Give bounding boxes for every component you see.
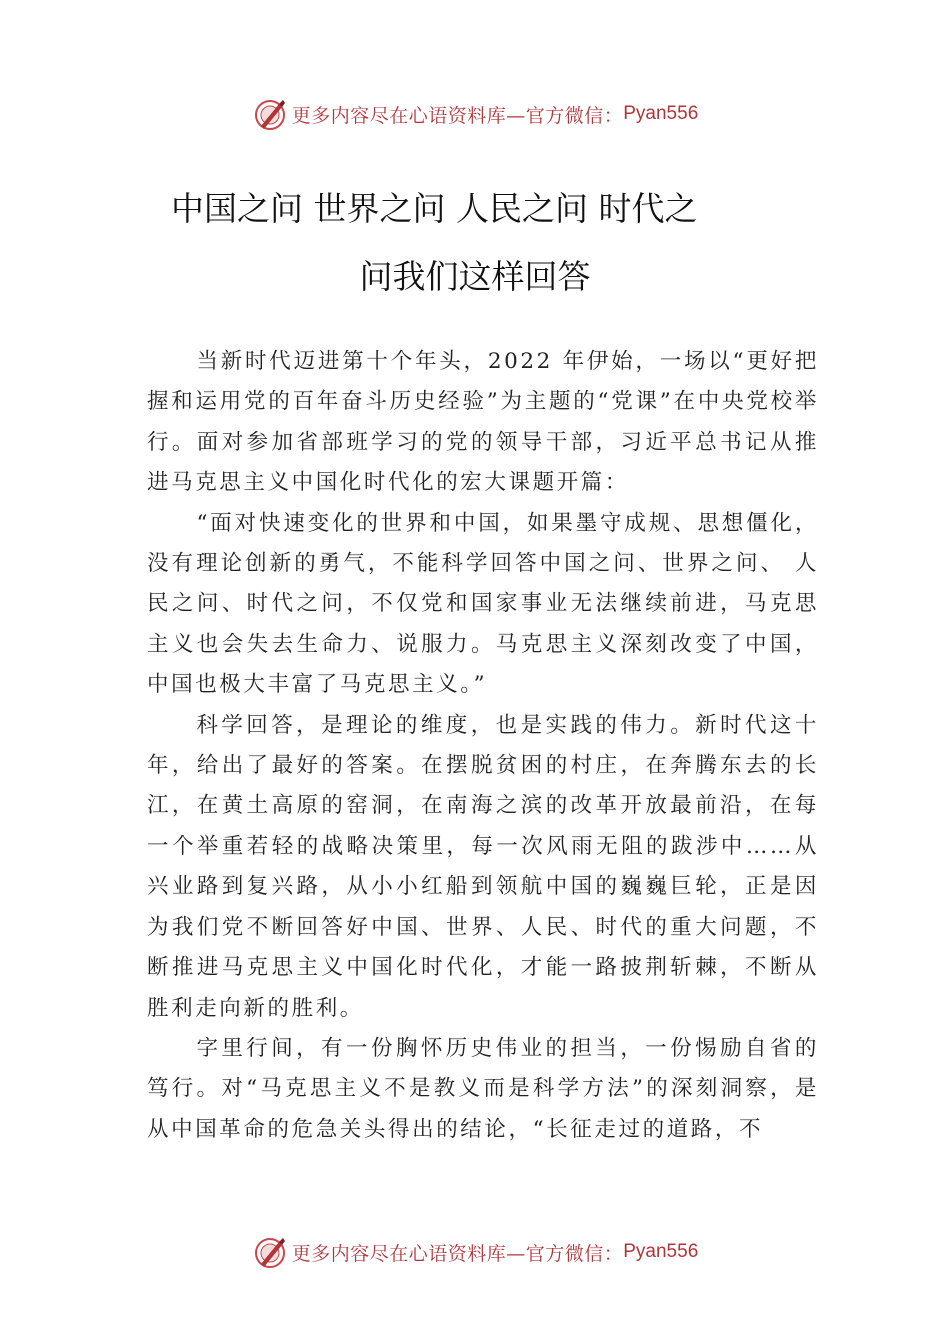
document-body — [147, 342, 819, 1150]
header-banner — [0, 94, 950, 134]
banner-wechat-id: Pyan556 — [623, 1241, 699, 1262]
title-line-2: 问我们这样回答 — [359, 257, 591, 296]
banner-text: 更多内容尽在心语资料库—官方微信： — [291, 104, 624, 127]
paragraph: 科学回答，是理论的维度，也是实践的伟力。新时代这十年，给出了最好的答案。在摆脱贫困的村庄，在奔腾东去的长江，在黄土高原的窑洞，在南海之滨的改革开放最前沿，在每一个举重若轻的战略决策里，每一次风雨无阻的跋涉中……从兴业路到复兴路，从小小红船到领航中国的巍巍巨轮，正是因为我们党不断回答好中国、世界、人民、时代的重大问题，不断推进马克思主义中国化时代化，才能一路披荆斩棘，不断从胜利走向新的胜利。 — [147, 712, 819, 1021]
paragraph: 当新时代迈进第十个年头，2022 年伊始，一场以“更好把握和运用党的百年奋斗历史经验”为主题的“党课”在中央党校举行。面对参加省部班学习的党的领导干部，习近平总书记从推进马克思主义中国化时代化的宏大课题开篇： — [147, 349, 819, 496]
pen-logo-icon — [252, 1234, 288, 1270]
footer-banner — [0, 1232, 950, 1272]
paragraph: 字里行间，有一份胸怀历史伟业的担当，一份惕励自省的笃行。对“马克思主义不是教义而是科学方法”的深刻洞察，是从中国革命的危急关头得出的结论，“长征走过的道路，不 — [147, 1035, 819, 1142]
title-line-1: 中国之问 世界之问 人民之问 时代之 — [171, 189, 698, 228]
banner-wechat-id: Pyan556 — [623, 103, 699, 124]
pen-logo-icon — [252, 96, 288, 132]
banner-text: 更多内容尽在心语资料库—官方微信： — [291, 1242, 624, 1265]
paragraph: “面对快速变化的世界和中国，如果墨守成规、思想僵化，没有理论创新的勇气，不能科学回答中国之问、世界之问、 人民之问、时代之问，不仅党和国家事业无法继续前进，马克思主义也会失去生命力、说服力。马克思主义深刻改变了中国，中国也极大丰富了马克思主义。” — [147, 510, 819, 698]
